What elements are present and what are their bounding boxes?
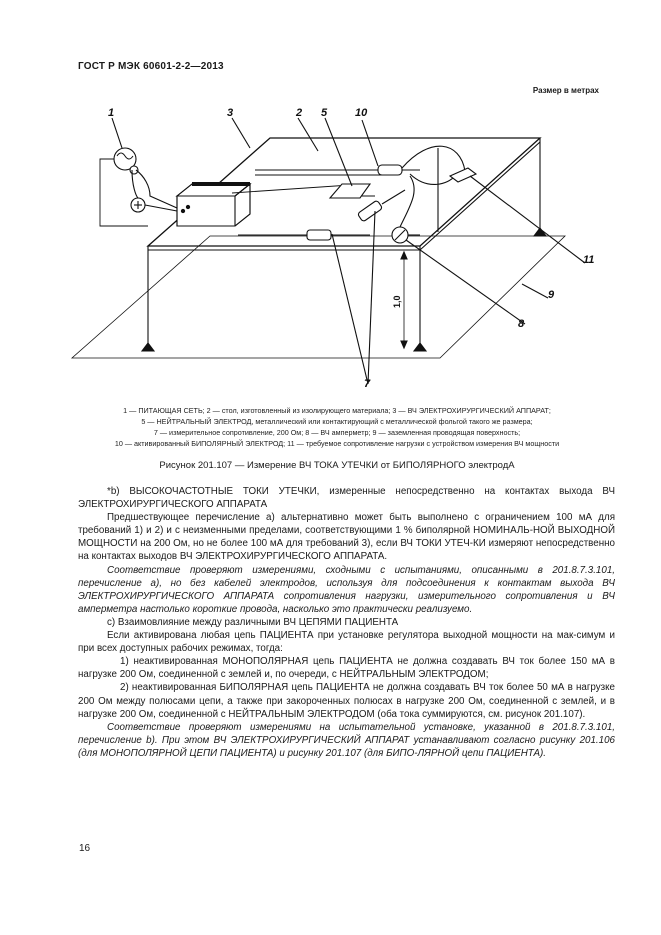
callout-8: 8 [518,318,525,330]
paragraph: Предшествующее перечисление а) альтернативно может быть выполнено с ограничением 100 мА для требований 1) и 2) и с неизменными пределами, соответствующими 1 % биполярной НОМИНАЛЬ-НОЙ ВЫХОДНОЙ МОЩНОСТИ на 200 Ом, но не более 100 мА для требований 3), если ВЧ ТОКИ УТЕЧ-КИ измеряют непосредственно на контактах выходов ВЧ ЭЛЕКТРОХИРУРГИЧЕСКОГО АППАРАТА. [78,512,615,563]
callout-5: 5 [321,107,328,119]
list-item: 2) неактивированная БИПОЛЯРНАЯ цепь ПАЦИЕНТА не должна создавать ВЧ ток более 50 мА в нагрузке 200 Ом между полюсами цепи, а также при закороченных полюсах в нагрузке 200 Ом, соединенной с землей, и в нагрузке 200 Ом, соединенной с НЕЙТРАЛЬНЫМ ЭЛЕКТРОДОМ (оба тока суммируются, см. рисунок 201.107). [78,682,615,720]
paragraph-heading-b: *b) ВЫСОКОЧАСТОТНЫЕ ТОКИ УТЕЧКИ, измеренные непосредственно на контактах выхода ВЧ ЭЛЕКТРОХИРУРГИЧЕСКОГО АППАРАТА [78,486,615,511]
test-setup-drawing [70,96,610,396]
callout-11: 11 [583,254,595,266]
document-header: ГОСТ Р МЭК 60601-2-2—2013 [78,61,224,72]
bipolar-electrode [378,165,402,175]
callout-1: 1 [108,107,115,119]
paragraph-compliance: Соответствие проверяют измерениями, сходными с испытаниями, описанными в 201.8.7.3.101, перечисление а), но без кабелей электродов, используя для подсоединения к контактам выхода ВЧ ЭЛЕКТРОХИРУРГИЧЕСКОГО АППАРАТА сопротивления нагрузки, измерительного сопротивления и ВЧ амперметра настолько короткие провода, насколько это практически реализуемо. [78,564,615,615]
legend-line: 5 — НЕЙТРАЛЬНЫЙ ЭЛЕКТРОД, металлический или контактирующий с металлической фольгой такого же размера; [141,417,533,426]
body-text [78,485,615,760]
dimension-label: 1,0 [392,295,402,308]
paragraph: Если активирована любая цепь ПАЦИЕНТА при установке регулятора выходной мощности на мак-симум и при всех доступных рабочих режимах, тогда: [78,630,615,655]
callout-3: 3 [227,107,234,119]
measuring-resistor [307,230,331,240]
page-number: 16 [79,843,91,854]
paragraph-heading-c: с) Взаимовлияние между различными ВЧ ЦЕПЯМИ ПАЦИЕНТА [107,616,399,628]
figure-size-note: Размер в метрах [532,86,599,95]
list-item: 1) неактивированная МОНОПОЛЯРНАЯ цепь ПАЦИЕНТА не должна создавать ВЧ ток более 150 мА в нагрузке 200 Ом, соединенной с землей и, по очереди, с НЕЙТРАЛЬНЫМ ЭЛЕКТРОДОМ; [78,656,615,681]
grounded-plane [72,236,565,358]
callout-2: 2 [296,107,303,119]
legend-line: 10 — активированный БИПОЛЯРНЫЙ ЭЛЕКТРОД; 11 — требуемое сопротивление нагрузки с устройством измерения ВЧ мощности [114,439,560,448]
callout-9: 9 [548,289,555,301]
legend-line: 7 — измерительное сопротивление, 200 Ом; 8 — ВЧ амперметр; 9 — заземленная проводящая поверхность; [153,428,521,437]
figure-caption: Рисунок 201.107 — Измерение ВЧ ТОКА УТЕЧКИ от БИПОЛЯРНОГО электродА [159,460,515,471]
callout-10: 10 [355,107,368,119]
callout-7: 7 [364,378,371,390]
legend-line: 1 — ПИТАЮЩАЯ СЕТЬ; 2 — стол, изготовленный из изолирующего материала; 3 — ВЧ ЭЛЕКТРОХИРУРГИЧЕСКИЙ АППАРАТ; [123,406,551,415]
figure-diagram [70,96,610,396]
paragraph-compliance: Соответствие проверяют измерениями на испытательной установке, указанной в 201.8.7.3.101, перечисление b). При этом ВЧ ЭЛЕКТРОХИРУРГИЧЕСКИЙ АППАРАТ устанавливают согласно рисунку 201.106 (для МОНОПОЛЯРНОЙ ЦЕПИ ПАЦИЕНТА) и рисунку 201.107 (для БИПО-ЛЯРНОЙ цепи ПАЦИЕНТА). [78,721,615,759]
figure-legend [62,405,612,449]
load-resistance-device [450,168,476,182]
